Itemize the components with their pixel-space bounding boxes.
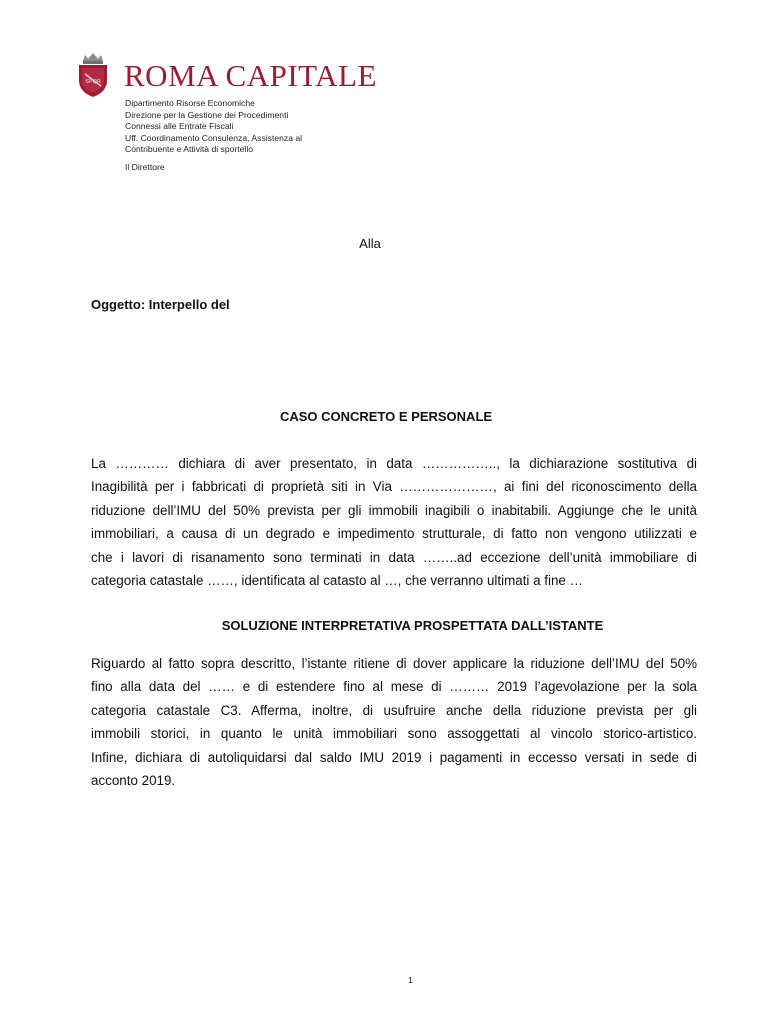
signatory-line: Il Direttore xyxy=(125,161,165,172)
paragraph-line: immobiliari, a causa di un degrado e impedimento strutturale, di fatto non vengono utilizzati e xyxy=(91,526,697,542)
paragraph-line: acconto 2019. xyxy=(91,773,176,789)
paragraph-line: fino alla data del …… e di estendere fino al mese di ……… 2019 l’agevolazione per la sola xyxy=(91,679,697,695)
department-line: Direzione per la Gestione dei Procedimenti xyxy=(125,109,289,120)
subject-line: Oggetto: Interpello del xyxy=(91,297,230,312)
department-line: Dipartimento Risorse Economiche xyxy=(125,98,255,108)
paragraph-line: Infine, dichiara di autoliquidarsi dal saldo IMU 2019 i pagamenti in eccesso versati in sede di xyxy=(91,749,697,765)
logo-wordmark: ROMA CAPITALE xyxy=(124,58,377,93)
paragraph-line: Riguardo al fatto sopra descritto, l’istante ritiene di dover applicare la riduzione dell’IMU del 50% xyxy=(91,656,697,671)
paragraph-line: categoria catastale C3. Afferma, inoltre, di usufruire anche della riduzione prevista per gli xyxy=(91,702,697,718)
department-line: Uff. Coordinamento Consulenza, Assistenza al xyxy=(125,132,303,143)
roma-capitale-emblem-icon xyxy=(76,52,110,98)
section-heading-soluzione: SOLUZIONE INTERPRETATIVA PROSPETTATA DALL’ISTANTE xyxy=(221,618,604,633)
paragraph-line: immobili storici, in quanto le unità immobiliari sono assoggettati al vincolo storico-artistico. xyxy=(91,726,697,742)
paragraph-line: Inagibilità per i fabbricati di proprietà siti in Via …………………, ai fini del riconoscimento della xyxy=(91,479,697,495)
paragraph-soluzione xyxy=(91,652,697,792)
department-line: Connessi alle Entrate Fiscali xyxy=(125,121,234,132)
department-line: Contribuente e Attività di sportello xyxy=(125,144,254,155)
section-heading-caso-concreto: CASO CONCRETO E PERSONALE xyxy=(279,409,493,424)
paragraph-line: riduzione dell’IMU del 50% prevista per gli immobili inagibili o inabitabili. Aggiunge che le unità xyxy=(91,502,697,518)
recipient-line: Alla xyxy=(359,236,381,251)
paragraph-caso-concreto xyxy=(91,452,697,592)
department-block xyxy=(125,98,425,174)
paragraph-line: che i lavori di risanamento sono terminati in data ……..ad eccezione dell’unità immobiliare di xyxy=(91,549,697,565)
paragraph-line: categoria catastale ……, identificata al catasto al …, che verranno ultimati a fine … xyxy=(91,573,583,589)
svg-text:SPQR: SPQR xyxy=(85,79,101,85)
page-number: 1 xyxy=(408,975,413,985)
paragraph-line: La ………… dichiara di aver presentato, in data …………….., la dichiarazione sostitutiva di xyxy=(91,456,697,471)
